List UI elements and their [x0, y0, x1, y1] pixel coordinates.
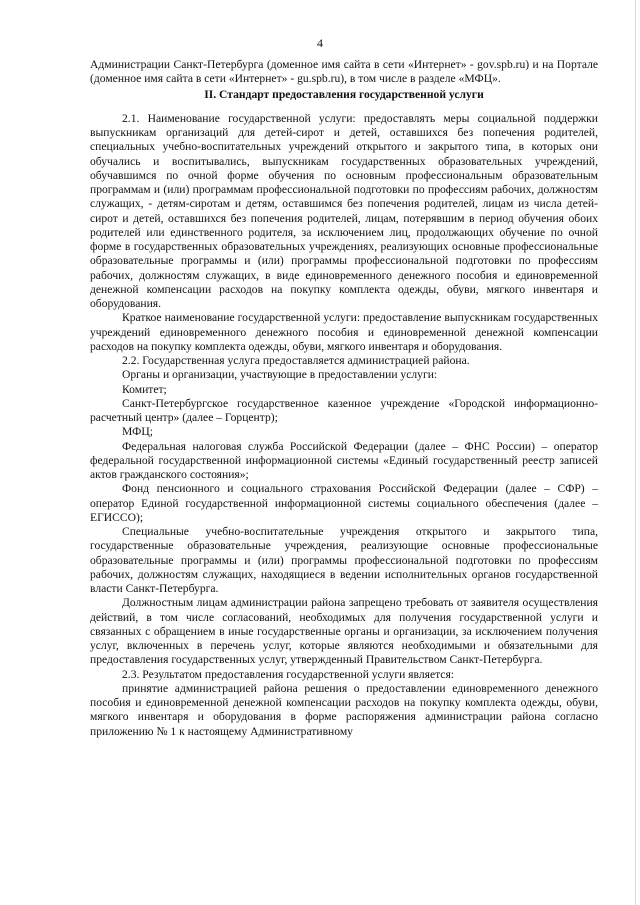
paragraph-2-2: 2.2. Государственная услуга предоставляется администрацией района.	[122, 354, 470, 367]
paragraph-prohibition: Должностным лицам администрации района запрещено требовать от заявителя осуществления действий, в том числе согласований, необходимых для получения государственной услуги и связанных с обращением в иные государственные органы и организации, за исключением получения услуг, включенных в перечень услуг, которые являются необходимыми и обязательными для предоставления государственных услуг, утвержденный Правительством Санкт-Петербурга.	[90, 596, 598, 667]
paragraph-decision: принятие администрацией района решения о предоставлении единовременного денежного пособия и единовременной денежной компенсации расходов на покупку комплекта одежды, обуви, мягкого инвентаря и оборудования в форме распоряжения администрации района согласно приложению № 1 к настоящему Административному	[90, 681, 598, 738]
paragraph-2-1: 2.1. Наименование государственной услуги: предоставлять меры социальной поддержки выпускникам организаций для детей-сирот и детей, оставшихся без попечения родителей, специальных учебно-воспитательных учреждений открытого и закрытого типа, в которых они обучались и воспитывались, выпускникам государственных образовательных учреждений, обучавшимся по очной форме обучения по основным профессиональным образовательным программам и (или) программам профессиональной подготовки по профессиям рабочих, должностям служащих, - детям-сиротам и детям, оставшимся без попечения родителей, лицам из числа детей-сирот и детей, оставшихся без попечения родителей, лицам, потерявшим в период обучения обоих родителей или единственного родителя, за исключением лиц, продолжающих обучение по очной форме в государственных образовательных учреждениях, реализующих основные профессиональные образовательные программы и (или) программы профессиональной подготовки по профессиям рабочих, должностям служащих, в виде единовременного денежного пособия и единовременной денежной компенсации расходов на покупку комплекта одежды, обуви, мягкого инвентаря и оборудования.	[90, 111, 598, 310]
document-body	[90, 58, 598, 739]
paragraph-special-institutions: Специальные учебно-воспитательные учреждения открытого и закрытого типа, государственные образовательные учреждения, реализующие основные профессиональные образовательные программы и (или) программы профессиональной подготовки по профессиям рабочих, должностям служащих, находящиеся в ведении исполнительных органов государственной власти Санкт-Петербурга.	[90, 525, 598, 595]
paragraph-2-3: 2.3. Результатом предоставления государственной услуги является:	[122, 667, 455, 681]
paragraph-participants: Органы и организации, участвующие в предоставлении услуги:	[122, 368, 438, 382]
page-edge-line	[635, 0, 636, 905]
intro-paragraph: Администрации Санкт-Петербурга (доменное имя сайта в сети «Интернет» - gov.spb.ru) и на Портале (доменное имя сайта в сети «Интернет» - gu.spb.ru), в том числе в разделе «МФЦ».	[90, 58, 598, 86]
paragraph-committee: Комитет;	[122, 382, 167, 396]
paragraph-short-name: Краткое наименование государственной услуги: предоставление выпускникам государственных учреждений единовременного денежного пособия и единовременной денежной компенсации расходов на покупку комплекта одежды, обуви, мягкого инвентаря и оборудования.	[90, 311, 598, 353]
paragraph-gorcenter: Санкт-Петербургское государственное казенное учреждение «Городской информационно-расчетный центр» (далее – Горцентр);	[90, 396, 598, 424]
paragraph-mfc: МФЦ;	[122, 425, 153, 439]
page-number: 4	[317, 36, 323, 50]
paragraph-fns: Федеральная налоговая служба Российской Федерации (далее – ФНС России) – оператор федеральной государственной информационной системы «Единый государственный реестр записей актов гражданского состояния»;	[90, 439, 598, 481]
paragraph-sfr: Фонд пенсионного и социального страхования Российской Федерации (далее – СФР) – оператор Единой государственной информационной системы социального обеспечения (далее – ЕГИССО);	[90, 482, 598, 524]
section-title: II. Стандарт предоставления государственной услуги	[204, 87, 484, 101]
